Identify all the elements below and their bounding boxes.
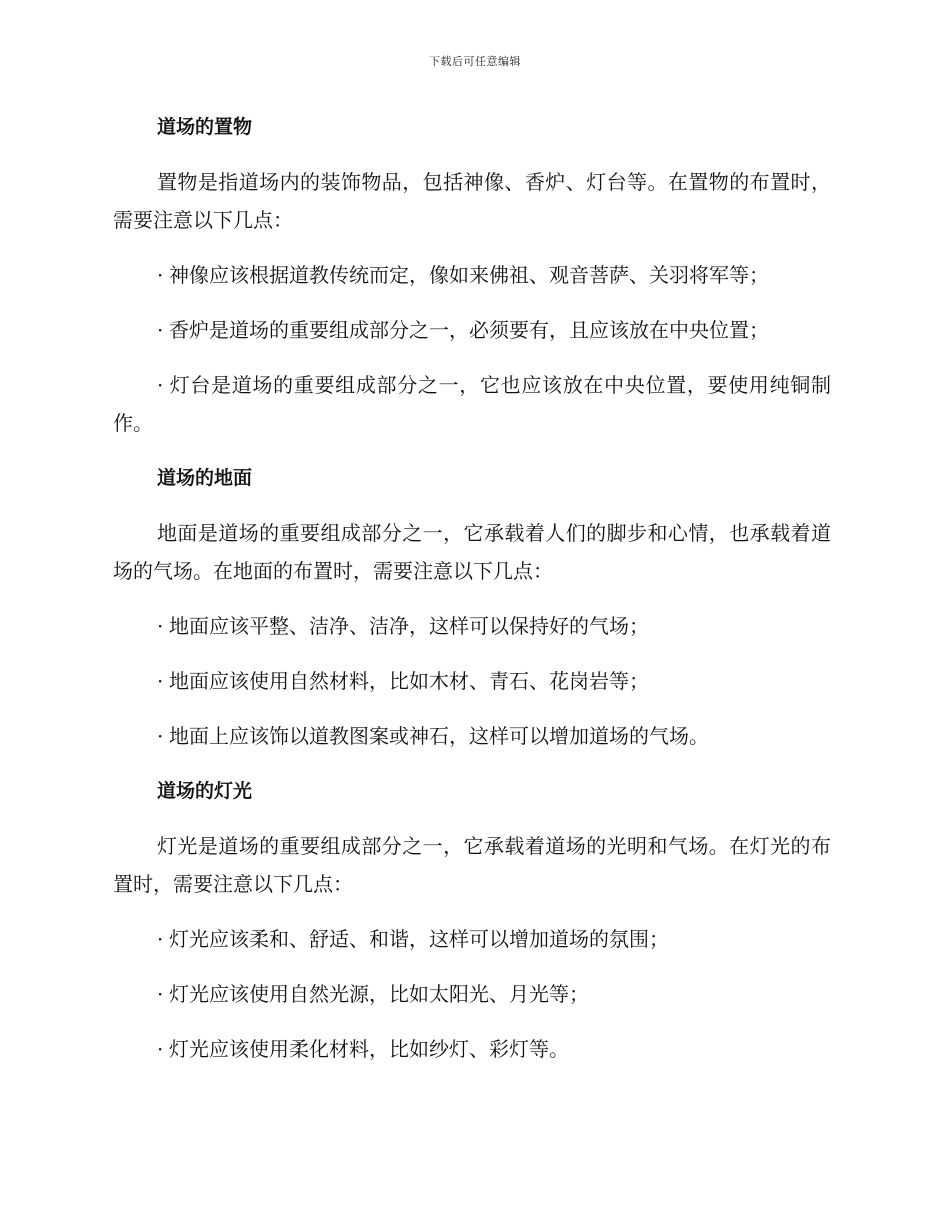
list-item bbox=[113, 366, 831, 442]
section-intro: 置物是指道场内的装饰物品，包括神像、香炉、灯台等。在置物的布置时，需要注意以下几点： bbox=[113, 170, 831, 232]
list-item bbox=[113, 975, 831, 1013]
list-item bbox=[113, 920, 831, 958]
list-item bbox=[113, 311, 831, 349]
bullet-dot-icon: · bbox=[157, 318, 164, 342]
bullet-dot-icon: · bbox=[157, 614, 164, 638]
section-heading: 道场的灯光 bbox=[157, 780, 253, 802]
bullet-dot-icon: · bbox=[157, 263, 164, 287]
list-item bbox=[113, 662, 831, 700]
list-item-text: 地面上应该饰以道教图案或神石，这样可以增加道场的气场。 bbox=[169, 724, 709, 748]
list-item-text: 灯光应该使用自然光源，比如太阳光、月光等； bbox=[169, 982, 589, 1006]
bullet-dot-icon: · bbox=[157, 1037, 164, 1061]
section-heading: 道场的地面 bbox=[157, 467, 253, 489]
list-item bbox=[113, 607, 831, 645]
page-header: 下载后可任意编辑 bbox=[429, 55, 521, 68]
list-item bbox=[113, 1030, 831, 1068]
section-intro: 灯光是道场的重要组成部分之一，它承载着道场的光明和气场。在灯光的布置时，需要注意以下几点： bbox=[113, 834, 831, 896]
list-item bbox=[113, 717, 831, 755]
bullet-dot-icon: · bbox=[157, 982, 164, 1006]
section-heading: 道场的置物 bbox=[157, 116, 253, 138]
list-item-text: 地面应该使用自然材料，比如木材、青石、花岗岩等； bbox=[169, 669, 649, 693]
section-intro: 地面是道场的重要组成部分之一，它承载着人们的脚步和心情，也承载着道场的气场。在地面的布置时，需要注意以下几点： bbox=[113, 521, 831, 583]
list-item-text: 地面应该平整、洁净、洁净，这样可以保持好的气场； bbox=[169, 614, 649, 638]
bullet-dot-icon: · bbox=[157, 373, 164, 397]
bullet-dot-icon: · bbox=[157, 724, 164, 748]
list-item-text: 神像应该根据道教传统而定，像如来佛祖、观音菩萨、关羽将军等； bbox=[169, 263, 769, 287]
list-item-text: 灯光应该使用柔化材料，比如纱灯、彩灯等。 bbox=[169, 1037, 569, 1061]
bullet-dot-icon: · bbox=[157, 927, 164, 951]
bullet-dot-icon: · bbox=[157, 669, 164, 693]
list-item-text: 灯光应该柔和、舒适、和谐，这样可以增加道场的氛围； bbox=[169, 927, 669, 951]
list-item-text: 香炉是道场的重要组成部分之一，必须要有，且应该放在中央位置； bbox=[169, 318, 769, 342]
list-item bbox=[113, 256, 831, 294]
document-body bbox=[113, 108, 831, 1085]
list-item-text: 灯台是道场的重要组成部分之一，它也应该放在中央位置，要使用纯铜制作。 bbox=[113, 373, 831, 435]
